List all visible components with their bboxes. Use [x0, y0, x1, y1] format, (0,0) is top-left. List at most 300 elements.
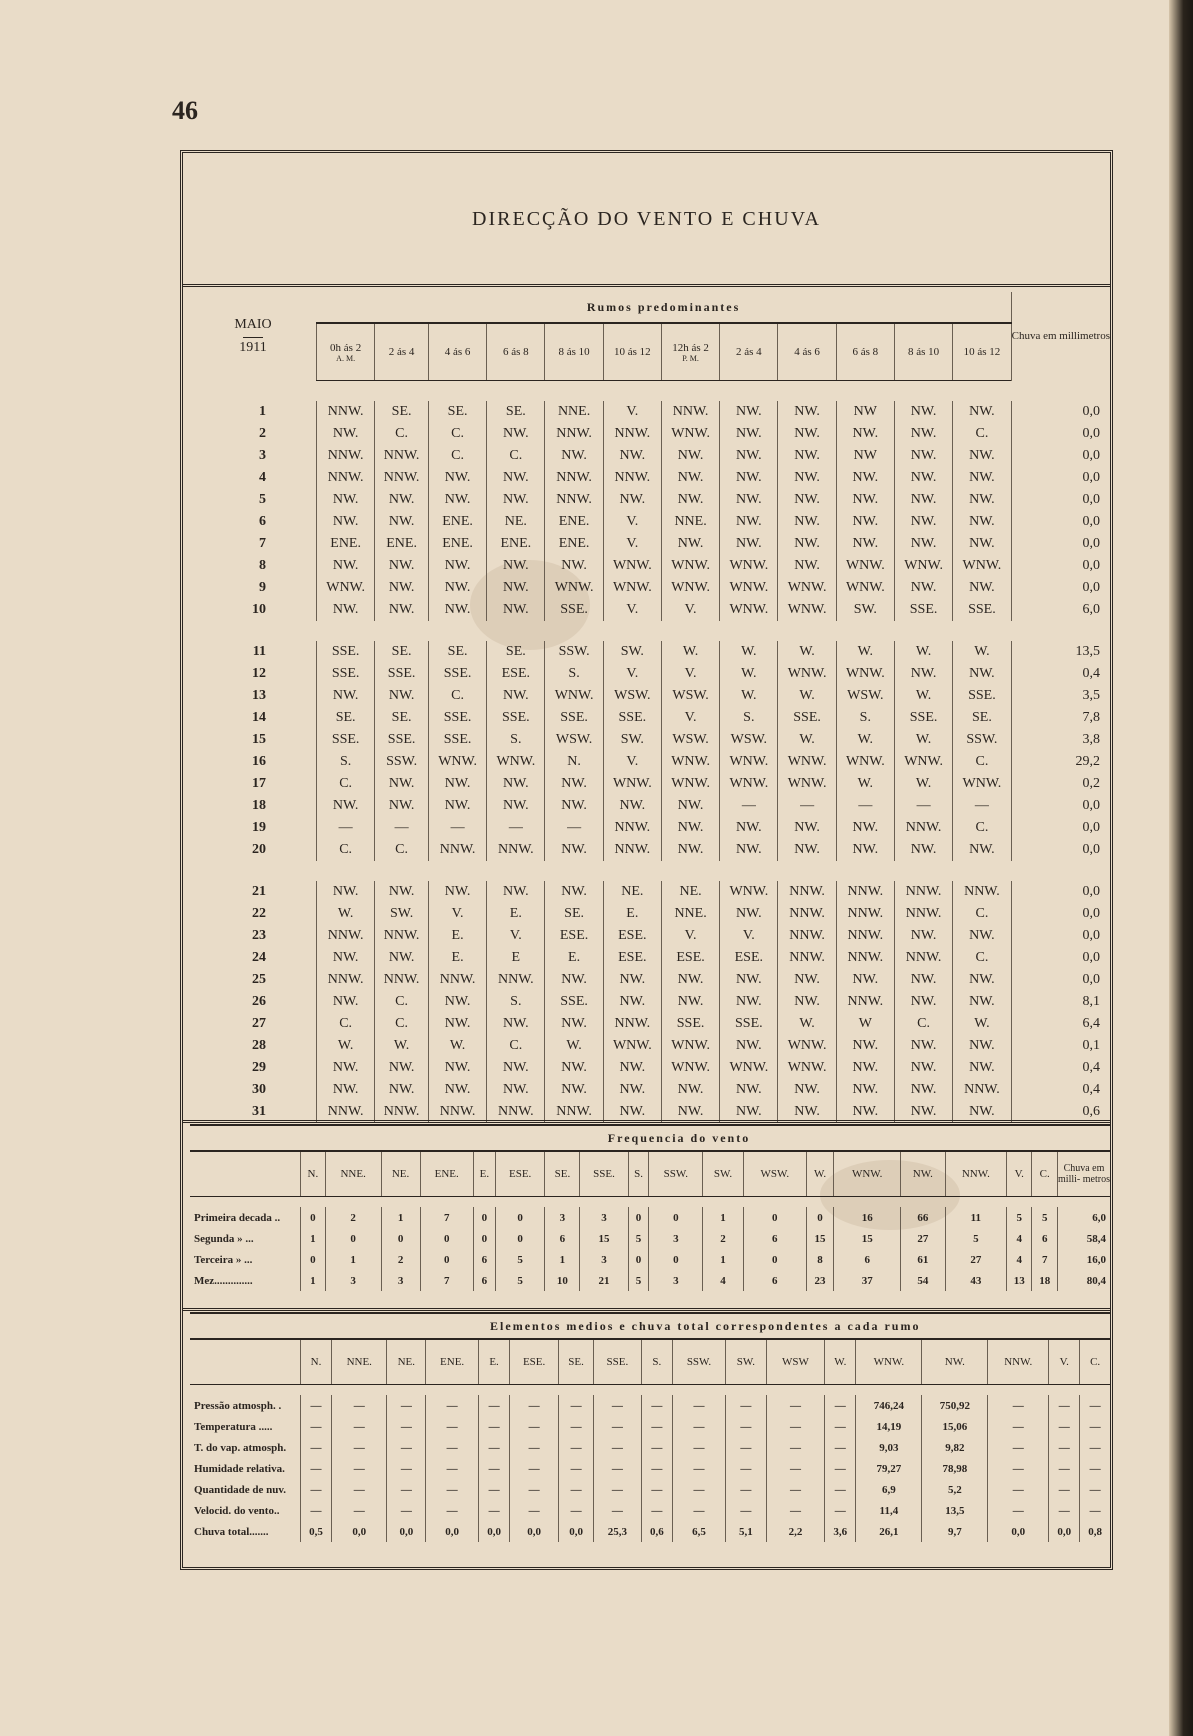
wind-direction-cell: NW. — [720, 445, 778, 467]
element-cell: — — [1080, 1395, 1110, 1416]
wind-direction-cell: NW. — [487, 1013, 545, 1035]
table-row — [190, 467, 1110, 489]
rain-cell: 58,4 — [1058, 1228, 1111, 1249]
wind-direction-cell: NW. — [375, 947, 429, 969]
day-number: 21 — [252, 884, 266, 899]
wind-direction-cell: W. — [375, 1035, 429, 1057]
direction-column-header: WSW. — [743, 1151, 806, 1197]
rain-cell: 0,6 — [1011, 1101, 1110, 1123]
rain-cell: 0,0 — [1011, 795, 1110, 817]
wind-direction-cell: NNW. — [487, 969, 545, 991]
element-cell: 0,0 — [559, 1521, 594, 1542]
frequency-cell: 5 — [495, 1249, 544, 1270]
day-number: 18 — [252, 798, 266, 813]
element-cell: — — [726, 1437, 766, 1458]
wind-direction-cell: NNW. — [836, 881, 894, 903]
table-row — [190, 1458, 1110, 1479]
row-label: Segunda » ... — [194, 1232, 254, 1245]
wind-direction-cell: NNE. — [545, 401, 603, 423]
wind-direction-cell: NW. — [428, 773, 486, 795]
wind-direction-cell: — — [720, 795, 778, 817]
wind-direction-cell: NW. — [545, 881, 603, 903]
wind-direction-cell: NNW. — [603, 423, 661, 445]
frequency-cell: 1 — [381, 1207, 420, 1228]
time-slot-label: 2 ás 4 — [735, 346, 762, 358]
element-cell: — — [672, 1416, 725, 1437]
row-label: Humidade relativa. — [194, 1462, 285, 1475]
frequency-cell: 3 — [381, 1270, 420, 1291]
wind-direction-cell: — — [375, 817, 429, 839]
wind-direction-cell: ENE. — [545, 533, 603, 555]
wind-direction-cell: NNW. — [428, 969, 486, 991]
direction-column-header: SSE. — [580, 1151, 628, 1197]
wind-direction-cell: WNW. — [720, 599, 778, 621]
frequency-cell: 0 — [495, 1228, 544, 1249]
wind-direction-cell: WNW. — [953, 555, 1011, 577]
wind-direction-cell: NW. — [720, 1101, 778, 1123]
wind-direction-cell: NW. — [603, 1057, 661, 1079]
frequency-cell: 1 — [703, 1207, 744, 1228]
table-row — [190, 947, 1110, 969]
frequency-cell: 3 — [649, 1270, 703, 1291]
wind-direction-cell: NW. — [778, 969, 836, 991]
wind-direction-cell: SE. — [953, 707, 1011, 729]
rain-cell: 0,0 — [1011, 577, 1110, 599]
wind-direction-cell: NW. — [953, 401, 1011, 423]
page-edge-shadow — [1169, 0, 1193, 1736]
wind-direction-cell: NW. — [720, 817, 778, 839]
wind-direction-cell: NNW. — [545, 489, 603, 511]
wind-direction-cell: SE. — [487, 641, 545, 663]
wind-direction-cell: WNW. — [487, 751, 545, 773]
element-cell: — — [332, 1500, 387, 1521]
wind-direction-cell: NNW. — [317, 467, 375, 489]
day-number: 29 — [252, 1060, 266, 1075]
wind-direction-cell: C. — [317, 773, 375, 795]
wind-direction-cell: W. — [894, 641, 952, 663]
wind-direction-cell: NW. — [778, 401, 836, 423]
wind-direction-cell: NW. — [545, 969, 603, 991]
wind-direction-cell: NW. — [375, 577, 429, 599]
wind-direction-cell: SSE. — [428, 707, 486, 729]
wind-direction-cell: NE. — [661, 881, 719, 903]
frequency-cell: 0 — [743, 1207, 806, 1228]
wind-direction-cell: SSE. — [894, 707, 952, 729]
wind-direction-cell: NW. — [836, 1035, 894, 1057]
table-row — [190, 1437, 1110, 1458]
direction-column-header: NNW. — [988, 1339, 1049, 1385]
wind-direction-cell: SW. — [836, 599, 894, 621]
table-row — [190, 881, 1110, 903]
rain-cell: 0,0 — [1011, 925, 1110, 947]
wind-direction-cell: ESE. — [603, 925, 661, 947]
rain-cell: 0,0 — [1011, 511, 1110, 533]
wind-direction-cell: W. — [953, 641, 1011, 663]
frequency-cell: 15 — [834, 1228, 901, 1249]
wind-direction-cell: C. — [375, 1013, 429, 1035]
element-cell: — — [641, 1458, 672, 1479]
wind-direction-cell: NW. — [661, 795, 719, 817]
wind-direction-cell: NNW. — [603, 839, 661, 861]
wind-direction-cell: SSE. — [603, 707, 661, 729]
wind-direction-cell: NW. — [487, 467, 545, 489]
element-cell: — — [332, 1458, 387, 1479]
wind-direction-cell: NW. — [487, 1079, 545, 1101]
wind-direction-cell: NW. — [894, 511, 952, 533]
element-cell: 6,5 — [672, 1521, 725, 1542]
wind-direction-cell: NW. — [545, 445, 603, 467]
frequency-cell: 3 — [580, 1207, 628, 1228]
wind-direction-cell: NW. — [894, 401, 952, 423]
element-cell: — — [387, 1500, 426, 1521]
elements-table — [190, 1312, 1110, 1542]
wind-direction-cell: C. — [428, 685, 486, 707]
wind-direction-cell: WNW. — [661, 751, 719, 773]
table-row — [190, 1079, 1110, 1101]
wind-direction-cell: SE. — [317, 707, 375, 729]
wind-direction-cell: V. — [661, 925, 719, 947]
element-cell: 14,19 — [856, 1416, 922, 1437]
wind-direction-cell: NW. — [836, 467, 894, 489]
wind-direction-cell: WNW. — [894, 751, 952, 773]
day-number: 6 — [259, 514, 266, 529]
wind-direction-cell: W. — [720, 685, 778, 707]
element-cell: 15,06 — [922, 1416, 988, 1437]
wind-direction-cell: ENE. — [545, 511, 603, 533]
wind-direction-cell: WNW. — [545, 577, 603, 599]
wind-direction-cell: NW — [836, 445, 894, 467]
day-number: 30 — [252, 1082, 266, 1097]
time-slot-label: 12h ás 2 — [672, 341, 709, 354]
wind-direction-cell: WNW. — [428, 751, 486, 773]
wind-direction-cell: NNE. — [661, 903, 719, 925]
wind-direction-cell: NW. — [836, 969, 894, 991]
direction-column-header: E. — [473, 1151, 495, 1197]
wind-direction-cell: WNW. — [836, 555, 894, 577]
wind-direction-cell: NW. — [661, 467, 719, 489]
frequency-cell: 11 — [945, 1207, 1006, 1228]
frequency-title: Frequencia do vento — [301, 1125, 1058, 1151]
elements-title: Elementos medios e chuva total correspondentes a cada rumo — [301, 1313, 1111, 1339]
time-slot-label: 4 ás 6 — [794, 346, 820, 358]
element-cell: — — [559, 1395, 594, 1416]
direction-column-header: NW. — [922, 1339, 988, 1385]
row-label: Mez.............. — [194, 1274, 253, 1287]
rain-cell: 0,1 — [1011, 1035, 1110, 1057]
element-cell: — — [1080, 1479, 1110, 1500]
element-cell: — — [387, 1437, 426, 1458]
daily-rows — [190, 381, 1110, 1124]
wind-direction-cell: NNE. — [661, 511, 719, 533]
group-header: Rumos predominantes — [586, 299, 741, 314]
element-cell: — — [766, 1500, 825, 1521]
direction-column-header: WNW. — [834, 1151, 901, 1197]
row-label: T. do vap. atmosph. — [194, 1441, 287, 1454]
element-cell: — — [825, 1395, 856, 1416]
wind-direction-cell: NW. — [603, 991, 661, 1013]
frequency-cell: 5 — [628, 1228, 649, 1249]
table-row — [190, 599, 1110, 621]
frequency-cell: 3 — [580, 1249, 628, 1270]
element-cell: — — [387, 1479, 426, 1500]
wind-direction-cell: C. — [953, 947, 1011, 969]
time-slot-label: 8 ás 10 — [558, 346, 590, 358]
element-cell: — — [510, 1479, 559, 1500]
rain-cell: 0,0 — [1011, 555, 1110, 577]
element-cell: 79,27 — [856, 1458, 922, 1479]
rain-cell: 0,4 — [1011, 1079, 1110, 1101]
table-row — [190, 1013, 1110, 1035]
wind-direction-cell: NW. — [428, 991, 486, 1013]
time-slot-header — [487, 323, 545, 381]
wind-direction-cell: E. — [603, 903, 661, 925]
row-label: Velocid. do vento.. — [194, 1504, 280, 1517]
element-cell: — — [672, 1437, 725, 1458]
element-cell: 0,0 — [332, 1521, 387, 1542]
element-cell: — — [641, 1437, 672, 1458]
element-cell: 0,0 — [426, 1521, 479, 1542]
wind-direction-cell: WNW. — [720, 555, 778, 577]
element-cell: — — [510, 1458, 559, 1479]
table-row — [190, 1207, 1110, 1228]
table-row — [190, 533, 1110, 555]
day-number: 5 — [259, 492, 266, 507]
element-cell: — — [1080, 1500, 1110, 1521]
element-cell: — — [301, 1458, 332, 1479]
wind-direction-cell: W. — [894, 773, 952, 795]
wind-direction-cell: NW. — [487, 599, 545, 621]
element-cell: — — [387, 1395, 426, 1416]
element-cell: 0,6 — [641, 1521, 672, 1542]
element-cell: 0,0 — [510, 1521, 559, 1542]
time-slot-header-row — [190, 323, 1110, 381]
wind-direction-cell: V. — [661, 599, 719, 621]
wind-direction-cell: ESE. — [545, 925, 603, 947]
direction-column-header: C. — [1032, 1151, 1058, 1197]
wind-direction-cell: NW. — [317, 991, 375, 1013]
frequency-cell: 0 — [301, 1207, 326, 1228]
wind-direction-cell: NW. — [778, 839, 836, 861]
element-cell: — — [426, 1437, 479, 1458]
wind-direction-cell: NW. — [778, 445, 836, 467]
wind-direction-cell: NNW. — [487, 1101, 545, 1123]
time-slot-label: 4 ás 6 — [444, 346, 471, 358]
wind-direction-cell: C. — [317, 839, 375, 861]
wind-direction-cell: S. — [836, 707, 894, 729]
element-cell: 26,1 — [856, 1521, 922, 1542]
element-cell: 746,24 — [856, 1395, 922, 1416]
wind-direction-cell: NW. — [428, 1079, 486, 1101]
element-cell: 0,0 — [1049, 1521, 1080, 1542]
element-cell: — — [594, 1479, 642, 1500]
element-cell: — — [766, 1416, 825, 1437]
element-cell: — — [301, 1395, 332, 1416]
table-row — [190, 1057, 1110, 1079]
wind-direction-cell: NE. — [603, 881, 661, 903]
row-label: Pressão atmosph. . — [194, 1399, 282, 1412]
frequency-cell: 6 — [545, 1228, 580, 1249]
title-rule — [183, 284, 1110, 287]
element-cell: — — [559, 1479, 594, 1500]
element-cell: — — [766, 1395, 825, 1416]
wind-direction-cell: ENE. — [487, 533, 545, 555]
wind-direction-cell: NW. — [428, 599, 486, 621]
rain-cell: 0,0 — [1011, 489, 1110, 511]
day-number: 9 — [259, 580, 266, 595]
element-cell: — — [726, 1416, 766, 1437]
wind-direction-cell: NW. — [317, 947, 375, 969]
wind-direction-cell: NW. — [317, 1057, 375, 1079]
wind-direction-cell: NW. — [953, 445, 1011, 467]
wind-direction-cell: NW. — [778, 533, 836, 555]
wind-direction-cell: NW. — [953, 489, 1011, 511]
table-row — [190, 663, 1110, 685]
element-cell: — — [672, 1500, 725, 1521]
wind-direction-cell: W. — [317, 1035, 375, 1057]
wind-direction-cell: NW. — [720, 991, 778, 1013]
frequency-cell: 2 — [703, 1228, 744, 1249]
frequency-cell: 2 — [325, 1207, 381, 1228]
wind-direction-cell: NW. — [661, 991, 719, 1013]
wind-direction-cell: NW. — [953, 533, 1011, 555]
element-cell: — — [641, 1416, 672, 1437]
wind-direction-cell: NW. — [720, 423, 778, 445]
element-cell: — — [988, 1479, 1049, 1500]
element-cell: — — [559, 1416, 594, 1437]
wind-direction-cell: WNW. — [545, 685, 603, 707]
wind-direction-cell: S. — [720, 707, 778, 729]
rain-cell: 0,0 — [1011, 445, 1110, 467]
wind-direction-cell: NW. — [487, 685, 545, 707]
wind-direction-cell: WNW. — [720, 577, 778, 599]
wind-direction-cell: NW. — [603, 1079, 661, 1101]
wind-direction-cell: NW. — [487, 489, 545, 511]
frequency-cell: 1 — [301, 1228, 326, 1249]
wind-direction-cell: NNW. — [375, 445, 429, 467]
wind-direction-cell: NW. — [894, 1079, 952, 1101]
frequency-cell: 5 — [1032, 1207, 1058, 1228]
table-row — [190, 795, 1110, 817]
frequency-cell: 0 — [381, 1228, 420, 1249]
rain-cell: 3,8 — [1011, 729, 1110, 751]
wind-direction-cell: — — [317, 817, 375, 839]
rain-cell: 0,0 — [1011, 467, 1110, 489]
year-label: 1911 — [239, 339, 267, 355]
frequency-cell: 5 — [945, 1228, 1006, 1249]
wind-direction-cell: NW. — [375, 511, 429, 533]
wind-direction-cell: NW. — [317, 795, 375, 817]
wind-direction-cell: NNW. — [778, 903, 836, 925]
wind-direction-cell: C. — [953, 903, 1011, 925]
wind-direction-cell: WNW. — [836, 751, 894, 773]
direction-column-header: NNE. — [325, 1151, 381, 1197]
wind-direction-cell: NW. — [487, 773, 545, 795]
wind-direction-cell: C. — [953, 817, 1011, 839]
table-row — [190, 641, 1110, 663]
wind-direction-cell: WNW. — [778, 773, 836, 795]
table-row — [190, 1228, 1110, 1249]
direction-column-header: WSW — [766, 1339, 825, 1385]
element-cell: — — [988, 1437, 1049, 1458]
element-cell: — — [1049, 1458, 1080, 1479]
frequency-cell: 6 — [743, 1228, 806, 1249]
wind-direction-cell: NW. — [778, 1079, 836, 1101]
rain-cell: 0,0 — [1011, 839, 1110, 861]
table-row — [190, 969, 1110, 991]
decade-spacer — [190, 381, 1110, 402]
wind-direction-cell: NW. — [317, 511, 375, 533]
wind-direction-cell: NW. — [836, 1079, 894, 1101]
wind-direction-cell: NNW. — [836, 991, 894, 1013]
wind-direction-cell: E. — [428, 947, 486, 969]
page-number: 46 — [172, 96, 198, 125]
month-header — [190, 292, 317, 381]
element-cell: — — [672, 1479, 725, 1500]
frequency-cell: 37 — [834, 1270, 901, 1291]
day-number: 16 — [252, 754, 266, 769]
wind-direction-cell: NW. — [661, 817, 719, 839]
element-cell: — — [426, 1500, 479, 1521]
wind-direction-cell: NNW. — [375, 467, 429, 489]
time-slot-label: 2 ás 4 — [388, 346, 415, 358]
wind-direction-cell: S. — [545, 663, 603, 685]
wind-direction-cell: NW. — [953, 577, 1011, 599]
wind-direction-cell: WNW. — [661, 1035, 719, 1057]
wind-direction-cell: V. — [603, 599, 661, 621]
wind-direction-cell: NNW. — [603, 467, 661, 489]
frequency-cell: 6 — [473, 1249, 495, 1270]
frequency-cell: 0 — [495, 1207, 544, 1228]
element-cell: — — [426, 1395, 479, 1416]
direction-column-header: ENE. — [426, 1339, 479, 1385]
rain-cell: 0,0 — [1011, 881, 1110, 903]
wind-direction-cell: NW. — [836, 511, 894, 533]
day-number: 10 — [252, 602, 266, 617]
wind-direction-cell: NW. — [953, 1101, 1011, 1123]
wind-direction-cell: NW. — [894, 1057, 952, 1079]
wind-direction-cell: SSE. — [428, 663, 486, 685]
direction-column-header: NW. — [901, 1151, 946, 1197]
frequency-cell: 1 — [703, 1249, 744, 1270]
frequency-cell: 0 — [649, 1249, 703, 1270]
wind-direction-cell: NW. — [778, 511, 836, 533]
wind-direction-cell: WNW. — [836, 663, 894, 685]
element-cell: — — [1049, 1500, 1080, 1521]
time-slot-label: 0h ás 2 — [330, 341, 362, 354]
element-cell: — — [726, 1458, 766, 1479]
table-row — [190, 1479, 1110, 1500]
element-cell: 9,7 — [922, 1521, 988, 1542]
frequency-cell: 0 — [420, 1249, 473, 1270]
wind-direction-cell: NNW. — [317, 1101, 375, 1123]
frequency-cell: 3 — [325, 1270, 381, 1291]
rain-cell: 0,0 — [1011, 533, 1110, 555]
wind-direction-cell: NW. — [720, 903, 778, 925]
wind-direction-cell: NW. — [953, 839, 1011, 861]
element-cell: — — [479, 1437, 510, 1458]
element-cell: — — [1080, 1416, 1110, 1437]
wind-direction-cell: SW. — [375, 903, 429, 925]
wind-direction-cell: SE. — [428, 641, 486, 663]
wind-direction-cell: V. — [661, 663, 719, 685]
wind-direction-cell: NNW. — [545, 467, 603, 489]
table-row — [190, 401, 1110, 423]
element-cell: — — [1049, 1479, 1080, 1500]
wind-direction-cell: V. — [661, 707, 719, 729]
wind-direction-cell: WNW. — [317, 577, 375, 599]
time-slot-label: 6 ás 8 — [852, 346, 879, 358]
wind-direction-cell: NW. — [317, 489, 375, 511]
